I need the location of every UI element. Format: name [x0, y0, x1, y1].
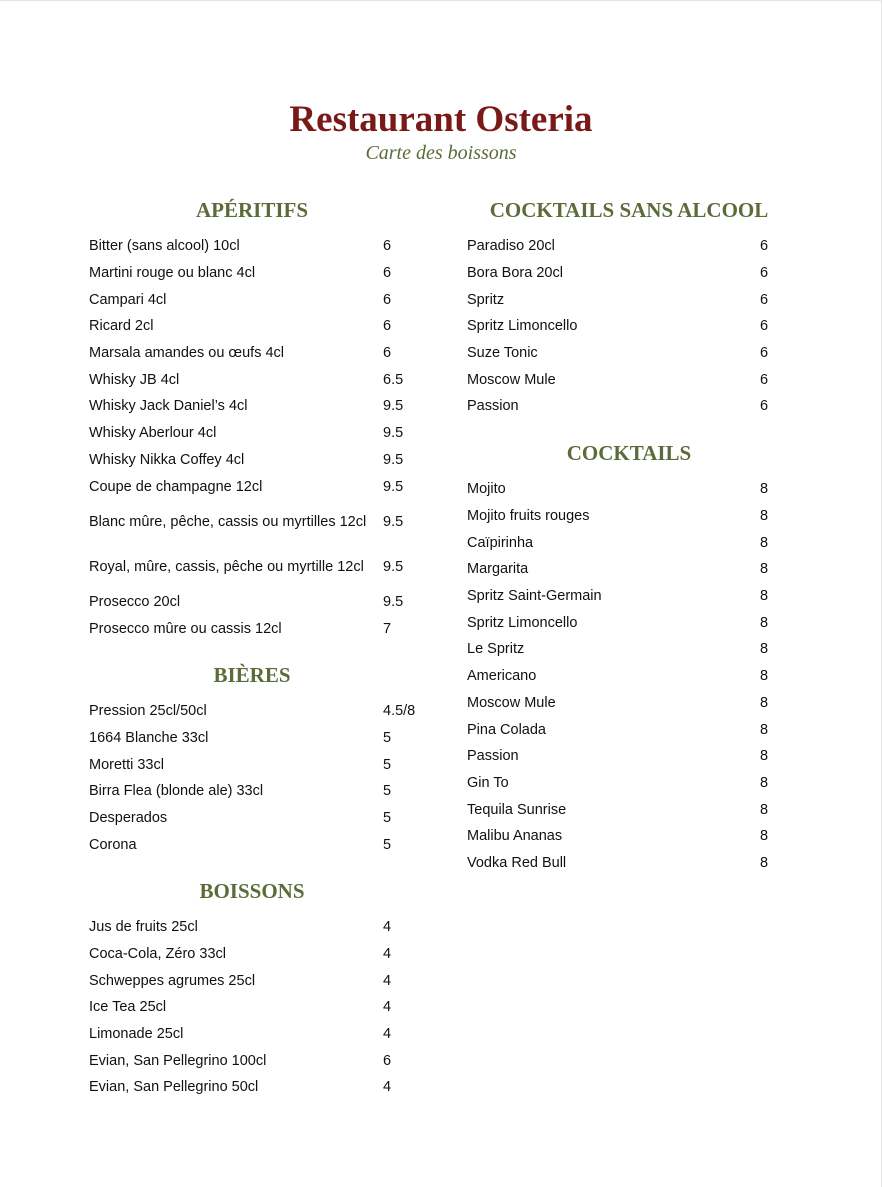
- menu-item: [89, 366, 425, 393]
- item-price: 4.5/8: [383, 703, 416, 720]
- item-price: 8: [760, 774, 769, 791]
- item-name: Campari 4cl: [89, 291, 167, 308]
- menu-item: [89, 1021, 425, 1048]
- menu-item: [89, 393, 425, 420]
- menu-item: [89, 500, 425, 545]
- item-price: 6: [760, 345, 769, 362]
- item-price: 8: [760, 694, 769, 711]
- item-name: Whisky Aberlour 4cl: [89, 425, 217, 442]
- menu-item: [89, 616, 425, 643]
- item-name: Pina Colada: [467, 721, 546, 738]
- menu-item: [467, 743, 772, 770]
- menu-item: [89, 544, 425, 589]
- item-name: Evian, San Pellegrino 50cl: [89, 1079, 259, 1096]
- item-price: 4: [383, 1026, 392, 1043]
- item-price: 6: [383, 238, 392, 255]
- item-name: Gin To: [467, 774, 509, 791]
- item-name: Martini rouge ou blanc 4cl: [89, 265, 256, 282]
- section-heading: COCKTAILS SANS ALCOOL: [489, 198, 769, 222]
- menu-item: [467, 503, 772, 530]
- item-price: 4: [383, 1079, 392, 1096]
- menu-item: [89, 725, 425, 752]
- menu-item: [89, 967, 425, 994]
- item-price: 5: [383, 810, 392, 827]
- menu-item: [467, 340, 772, 367]
- page-title: Restaurant Osteria: [289, 99, 593, 140]
- menu-item: [467, 823, 772, 850]
- item-price: 6: [760, 238, 769, 255]
- item-price: 8: [760, 508, 769, 525]
- menu-item: [89, 589, 425, 616]
- menu-item: [89, 340, 425, 367]
- item-name: Spritz Limoncello: [467, 614, 578, 631]
- item-name: Jus de fruits 25cl: [89, 919, 198, 936]
- item-name: Evian, San Pellegrino 100cl: [89, 1052, 267, 1069]
- page-subtitle: Carte des boissons: [365, 142, 517, 164]
- menu-item: [467, 313, 772, 340]
- menu-item: [89, 941, 425, 968]
- item-name: Birra Flea (blonde ale) 33cl: [89, 783, 264, 800]
- item-name: Paradiso 20cl: [467, 238, 555, 255]
- menu-item: [467, 716, 772, 743]
- menu-item: [89, 1074, 425, 1101]
- menu-item: [467, 636, 772, 663]
- item-name: Marsala amandes ou œufs 4cl: [89, 345, 285, 362]
- item-price: 8: [760, 668, 769, 685]
- section-cocktails-sans-alcool: [467, 197, 772, 420]
- section-aperitifs: [89, 197, 425, 642]
- item-name: Mojito fruits rouges: [467, 508, 590, 525]
- item-price: 8: [760, 588, 769, 605]
- menu-item: [467, 476, 772, 503]
- item-price: 8: [760, 828, 769, 845]
- item-price: 6: [383, 265, 392, 282]
- item-price: 6: [760, 371, 769, 388]
- item-price: 7: [383, 620, 392, 637]
- item-price: 9.5: [383, 398, 404, 415]
- item-price: 6: [383, 345, 392, 362]
- item-name: Ricard 2cl: [89, 318, 154, 335]
- item-price: 5: [383, 836, 392, 853]
- menu-item: [89, 831, 425, 858]
- menu-item: [89, 447, 425, 474]
- item-price: 9.5: [383, 425, 404, 442]
- menu-item: [467, 556, 772, 583]
- menu-item: [467, 393, 772, 420]
- item-price: 4: [383, 999, 392, 1016]
- item-name: Bora Bora 20cl: [467, 265, 563, 282]
- item-name: Suze Tonic: [467, 345, 538, 362]
- menu-item: [89, 260, 425, 287]
- menu-item: [467, 233, 772, 260]
- item-name: Desperados: [89, 810, 168, 827]
- item-name: Americano: [467, 668, 537, 685]
- menu-item: [467, 260, 772, 287]
- menu-item: [467, 796, 772, 823]
- item-name: Mojito: [467, 481, 506, 498]
- section-heading: BOISSONS: [199, 879, 305, 903]
- item-price: 6: [760, 398, 769, 415]
- item-name: Tequila Sunrise: [467, 801, 567, 818]
- item-name: Ice Tea 25cl: [89, 999, 167, 1016]
- section-bieres: [89, 662, 425, 858]
- menu-item: [467, 663, 772, 690]
- menu-item: [467, 366, 772, 393]
- item-name: Whisky Nikka Coffey 4cl: [89, 451, 245, 468]
- item-price: 9.5: [383, 478, 404, 495]
- item-price: 5: [383, 783, 392, 800]
- menu-item: [89, 914, 425, 941]
- item-name: Spritz Saint-Germain: [467, 588, 602, 605]
- item-name: Whisky JB 4cl: [89, 371, 180, 388]
- item-name: Passion: [467, 398, 519, 415]
- item-name: Vodka Red Bull: [467, 854, 567, 871]
- item-name: 1664 Blanche 33cl: [89, 730, 209, 747]
- item-name: Royal, mûre, cassis, pêche ou myrtille 12cl: [89, 558, 364, 575]
- item-name: Caïpirinha: [467, 534, 534, 551]
- item-name: Malibu Ananas: [467, 828, 563, 845]
- menu-item: [89, 778, 425, 805]
- menu-item: [89, 994, 425, 1021]
- item-name: Limonade 25cl: [89, 1026, 184, 1043]
- item-name: Blanc mûre, pêche, cassis ou myrtilles 12cl: [89, 514, 367, 531]
- item-price: 6: [760, 318, 769, 335]
- item-name: Whisky Jack Daniel’s 4cl: [89, 398, 248, 415]
- menu-item: [467, 609, 772, 636]
- item-price: 8: [760, 534, 769, 551]
- item-price: 5: [383, 730, 392, 747]
- section-boissons: [89, 878, 425, 1101]
- item-name: Moscow Mule: [467, 694, 556, 711]
- menu-item: [89, 805, 425, 832]
- item-price: 6: [760, 291, 769, 308]
- item-name: Bitter (sans alcool) 10cl: [89, 238, 240, 255]
- item-name: Coupe de champagne 12cl: [89, 478, 263, 495]
- item-name: Coca-Cola, Zéro 33cl: [89, 946, 226, 963]
- item-price: 8: [760, 748, 769, 765]
- menu-item: [89, 233, 425, 260]
- menu-item: [467, 770, 772, 797]
- item-price: 8: [760, 854, 769, 871]
- item-price: 9.5: [383, 558, 404, 575]
- item-price: 9.5: [383, 514, 404, 531]
- item-name: Moretti 33cl: [89, 756, 164, 773]
- section-heading: BIÈRES: [213, 663, 291, 687]
- menu-item: [89, 1047, 425, 1074]
- item-price: 4: [383, 972, 392, 989]
- item-price: 8: [760, 721, 769, 738]
- menu-item: [467, 850, 772, 877]
- item-price: 6: [383, 291, 392, 308]
- menu-item: [467, 690, 772, 717]
- item-name: Prosecco 20cl: [89, 594, 181, 611]
- item-price: 8: [760, 641, 769, 658]
- item-price: 9.5: [383, 594, 404, 611]
- section-heading: APÉRITIFS: [195, 198, 309, 222]
- item-price: 6: [383, 318, 392, 335]
- item-name: Le Spritz: [467, 641, 525, 658]
- menu-item: [467, 529, 772, 556]
- item-price: 8: [760, 614, 769, 631]
- section-heading: COCKTAILS: [566, 441, 692, 465]
- menu-item: [89, 286, 425, 313]
- menu-item: [89, 313, 425, 340]
- item-price: 8: [760, 561, 769, 578]
- menu-item: [89, 473, 425, 500]
- item-name: Spritz Limoncello: [467, 318, 578, 335]
- item-price: 4: [383, 919, 392, 936]
- item-price: 8: [760, 481, 769, 498]
- menu-item: [89, 420, 425, 447]
- menu-item: [89, 751, 425, 778]
- item-name: Passion: [467, 748, 519, 765]
- item-name: Prosecco mûre ou cassis 12cl: [89, 620, 282, 637]
- item-name: Corona: [89, 836, 137, 853]
- item-price: 6: [383, 1052, 392, 1069]
- item-price: 6: [760, 265, 769, 282]
- item-price: 9.5: [383, 451, 404, 468]
- item-name: Schweppes agrumes 25cl: [89, 972, 256, 989]
- menu-item: [89, 698, 425, 725]
- item-name: Margarita: [467, 561, 529, 578]
- item-price: 8: [760, 801, 769, 818]
- item-name: Moscow Mule: [467, 371, 556, 388]
- item-price: 5: [383, 756, 392, 773]
- item-name: Pression 25cl/50cl: [89, 703, 207, 720]
- item-price: 4: [383, 946, 392, 963]
- item-name: Spritz: [467, 291, 505, 308]
- section-cocktails: [467, 440, 772, 876]
- item-price: 6.5: [383, 371, 404, 388]
- menu-item: [467, 286, 772, 313]
- menu-item: [467, 583, 772, 610]
